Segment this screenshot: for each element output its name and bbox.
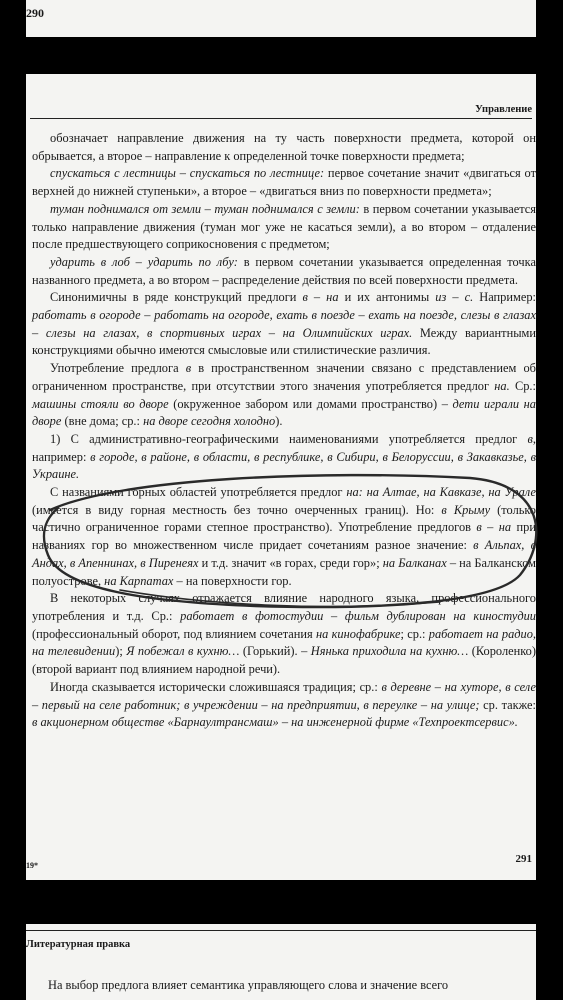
body-text: Например:: [473, 290, 536, 305]
example-text: машины стояли во дворе: [32, 396, 169, 411]
paragraph: [32, 201, 536, 254]
paragraph: [32, 484, 536, 590]
body-text: Синонимичны в ряде конструкций предлоги: [50, 290, 303, 305]
body-text: (профессиональный оборот, под влиянием сочетания: [32, 626, 316, 641]
page-body: [32, 130, 536, 732]
example-text: ударить в лоб – ударить по лбу:: [50, 254, 238, 269]
example-text: туман поднимался от земли – туман поднимался с земли:: [50, 201, 360, 216]
page-number: 291: [515, 853, 532, 865]
body-text: Ср.:: [509, 378, 536, 393]
body-text: Употребление предлога: [50, 361, 186, 376]
example-text: спускаться с лестницы – спускаться по лестнице:: [50, 166, 325, 181]
example-text: в – на: [302, 290, 339, 305]
body-text: , например:: [32, 431, 536, 464]
body-text: (вне дома; ср.:: [61, 414, 144, 429]
example-text: в Альпах, в Андах, в Апеннинах, в Пиренеях: [32, 538, 536, 570]
body-text: (окруженное забором или домами пространство) –: [168, 396, 453, 411]
paragraph: [32, 289, 536, 360]
body-text: первое сочетание значит «двигаться от верхней до нижней ступеньки», а второе – «двигаться вниз по поверхности предмета»;: [32, 166, 536, 199]
body-text: при названиях гор во множественном числе придает сочетаниям разное значение:: [32, 520, 536, 553]
example-text: из – с.: [435, 290, 474, 305]
example-text: на Балканах: [382, 555, 447, 570]
example-text: в деревне – на хуторе, в селе – первый на селе работник; в учреждении – на предприятии, в переулке – на улице;: [32, 679, 536, 712]
body-text: (Короленко) (второй вариант под влиянием народной речи).: [32, 644, 536, 677]
example-text: в Крыму: [441, 502, 491, 517]
body-text: );: [115, 644, 127, 659]
paragraph: [32, 590, 536, 679]
next-page-first-line: На выбор предлога влияет семантика управляющего слова и значение всего: [48, 978, 449, 992]
example-text: Нянька приходила на кухню…: [310, 644, 469, 659]
body-text: в пространственном значении связано с представлением об ограниченном пространстве, при отсутствии этого значения употребляется предлог: [32, 361, 536, 393]
body-text: – на Балканском полуострове,: [32, 555, 536, 588]
example-text: на дворе сегодня холодно: [143, 414, 276, 429]
example-text: на: на Алтае, на Кавказе, на Урале: [346, 485, 536, 500]
body-text: ср. также:: [479, 697, 536, 712]
body-text: (имеется в виду горная местность без точно очерченных границ). Но:: [32, 502, 442, 517]
body-text: и т.д. значит «в горах, среди гор»;: [198, 555, 383, 570]
body-text: 1) С административно-географическими наименованиями употребляется предлог: [50, 431, 528, 446]
paragraph: [32, 679, 536, 732]
example-text: в: [527, 431, 533, 446]
body-text: Между вариантными конструкциями обычно имеются смысловые или стилистические различия.: [32, 325, 536, 358]
example-text: в городе, в районе, в области, в республике, в Сибири, в Белоруссии, в Закавказье, в Украине.: [32, 449, 536, 482]
example-text: работает в фотостудии – фильм дублирован на киностудии: [180, 608, 536, 623]
body-text: и их антонимы: [338, 290, 436, 305]
paragraph: [32, 360, 536, 431]
body-text: (только частично ограниченное горами степное пространство). Употребление предлогов: [32, 502, 536, 535]
running-head-next: Литературная правка: [26, 939, 131, 950]
body-text: в первом сочетании указывается определенная точка названного предмета, а во втором – распределение действия по всей поверхности предмета.: [32, 254, 536, 287]
next-page-fragment: [26, 924, 536, 1000]
paragraph: [32, 254, 536, 289]
running-head: Управление: [475, 104, 532, 115]
paragraph: [32, 431, 536, 484]
body-text: в первом сочетании указывается только направление движения (туман мог уже не касаться земли), а во втором – отдаление после предшествующего соприкосновения с предметом;: [32, 201, 536, 252]
header-rule: [30, 118, 532, 119]
printer-signature-mark: 19*: [26, 861, 38, 870]
example-text: на кинофабрике: [316, 626, 401, 641]
body-text: В некоторых случаях отражается влияние народного языка, профессионального употребления и т.д. Ср.:: [32, 591, 536, 623]
header-rule: [26, 930, 536, 931]
example-text: на.: [494, 378, 510, 393]
body-text: обозначает направление движения на ту часть поверхности предмета, которой он обрывается, а второе – направление к определенной точке поверхности предмета;: [32, 131, 536, 163]
paragraph: [32, 165, 536, 200]
body-text: (Горький). –: [239, 644, 311, 659]
example-text: в акционерном обществе «Барнаултрансмаш» – на инженерной фирме «Техпроектсервис».: [32, 715, 518, 730]
body-text: ; ср.:: [400, 626, 429, 641]
example-text: на Карпатах: [104, 573, 174, 588]
paragraph: [32, 130, 536, 165]
example-text: работает на радио, на телевидении: [32, 626, 536, 659]
body-text: – на поверхности гор.: [173, 573, 292, 588]
example-text: в – на: [476, 520, 512, 535]
example-text: Я побежал в кухню…: [126, 644, 240, 659]
previous-page-fragment: [26, 0, 536, 37]
book-page: [26, 74, 536, 880]
example-text: в: [185, 361, 192, 376]
example-text: работать в огороде – работать на огороде, ехать в поезде – ехать на поезде, слезы в глазах – слезы на глазах, в спортивных играх – на Олимпийских играх.: [32, 308, 536, 340]
body-text: ).: [275, 414, 283, 429]
page-number-top: 290: [26, 6, 44, 20]
example-text: дети играли на дворе: [32, 396, 536, 429]
body-text: Иногда сказывается исторически сложившаяся традиция; ср.:: [50, 679, 382, 694]
body-text: С названиями горных областей употребляется предлог: [50, 485, 347, 500]
